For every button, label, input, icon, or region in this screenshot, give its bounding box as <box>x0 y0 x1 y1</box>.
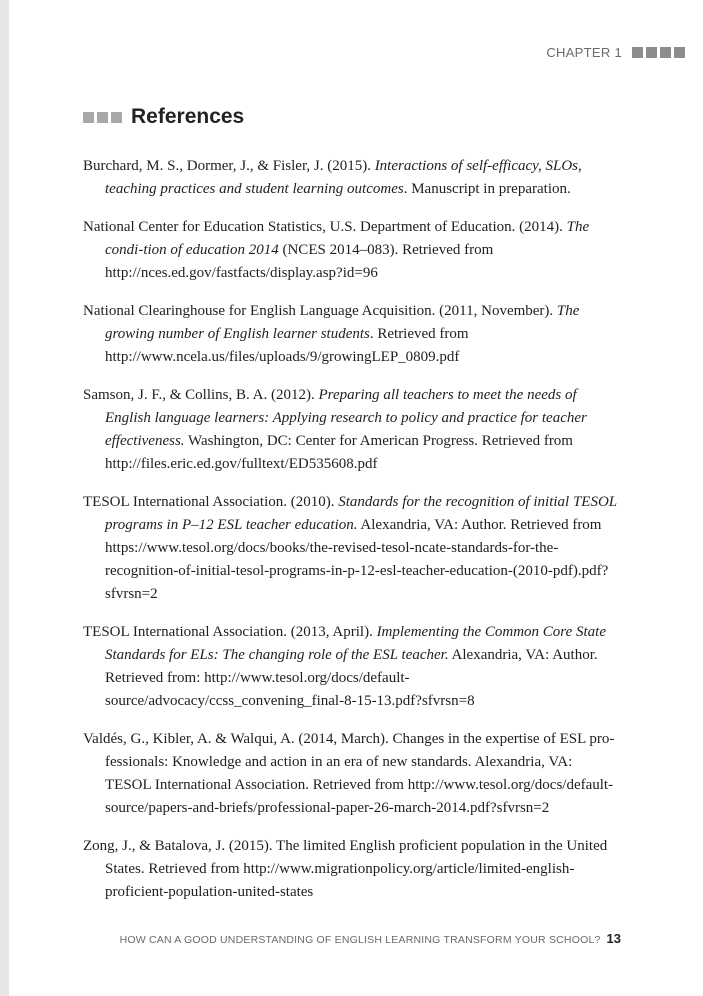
heading-squares-icon <box>83 112 125 123</box>
reference-item: Valdés, G., Kibler, A. & Walqui, A. (2014, March). Changes in the expertise of ESL pro-fessionals: Knowledge and action in an era of new standards. Alexandria, VA: TESOL International Association. Retrieved from http://www.tesol.org/docs/default-source/papers-and-briefs/professional-paper-26-march-2014.pdf?sfvrsn=2 <box>83 731 615 816</box>
reference-item: Samson, J. F., & Collins, B. A. (2012). Preparing all teachers to meet the needs of English language learners: Applying research to policy and practice for teacher effectiveness. Washington, DC: Center for American Progress. Retrieved from http://files.eric.ed.gov/fulltext/ED535608.pdf <box>83 387 587 472</box>
reference-item: National Center for Education Statistics, U.S. Department of Education. (2014). The condi-tion of education 2014 (NCES 2014–083). Retrieved from http://nces.ed.gov/fastfacts/display.asp?id=96 <box>83 219 590 281</box>
reference-item: National Clearinghouse for English Language Acquisition. (2011, November). The growing number of English learner students. Retrieved from http://www.ncela.us/files/uploads/9/growingLEP_0809.pdf <box>83 303 580 365</box>
running-footer-title: HOW CAN A GOOD UNDERSTANDING OF ENGLISH LEARNING TRANSFORM YOUR SCHOOL? <box>119 934 601 946</box>
page-gutter <box>0 0 9 996</box>
page-number: 13 <box>606 931 621 946</box>
chapter-label: CHAPTER 1 <box>546 45 622 60</box>
chapter-squares-icon <box>629 47 685 58</box>
chapter-header <box>546 45 685 60</box>
reference-item: Zong, J., & Batalova, J. (2015). The limited English proficient population in the United States. Retrieved from http://www.migrationpolicy.org/article/limited-english-proficient-population-united-states <box>83 838 608 900</box>
reference-item: Burchard, M. S., Dormer, J., & Fisler, J. (2015). Interactions of self-efficacy, SLOs, teaching practices and student learning outcomes. Manuscript in preparation. <box>83 158 582 197</box>
page-footer <box>120 931 621 946</box>
reference-item: TESOL International Association. (2013, April). Implementing the Common Core State Standards for ELs: The changing role of the ESL teacher. Alexandria, VA: Author. Retrieved from: http://www.tesol.org/docs/default-source/advocacy/ccss_convening_final-8-15-13.pdf?sfvrsn=8 <box>83 624 606 709</box>
reference-list <box>83 140 618 913</box>
reference-item: TESOL International Association. (2010). Standards for the recognition of initial TESOL programs in P–12 ESL teacher education. Alexandria, VA: Author. Retrieved from https://www.tesol.org/docs/books/the-revised-tesol-ncate-standards-for-the-recognition-of-initial-tesol-programs-in-p-12-esl-teacher-education-(2010-pdf).pdf?sfvrsn=2 <box>83 494 617 602</box>
section-heading <box>83 105 244 129</box>
page-title: References <box>131 105 245 128</box>
